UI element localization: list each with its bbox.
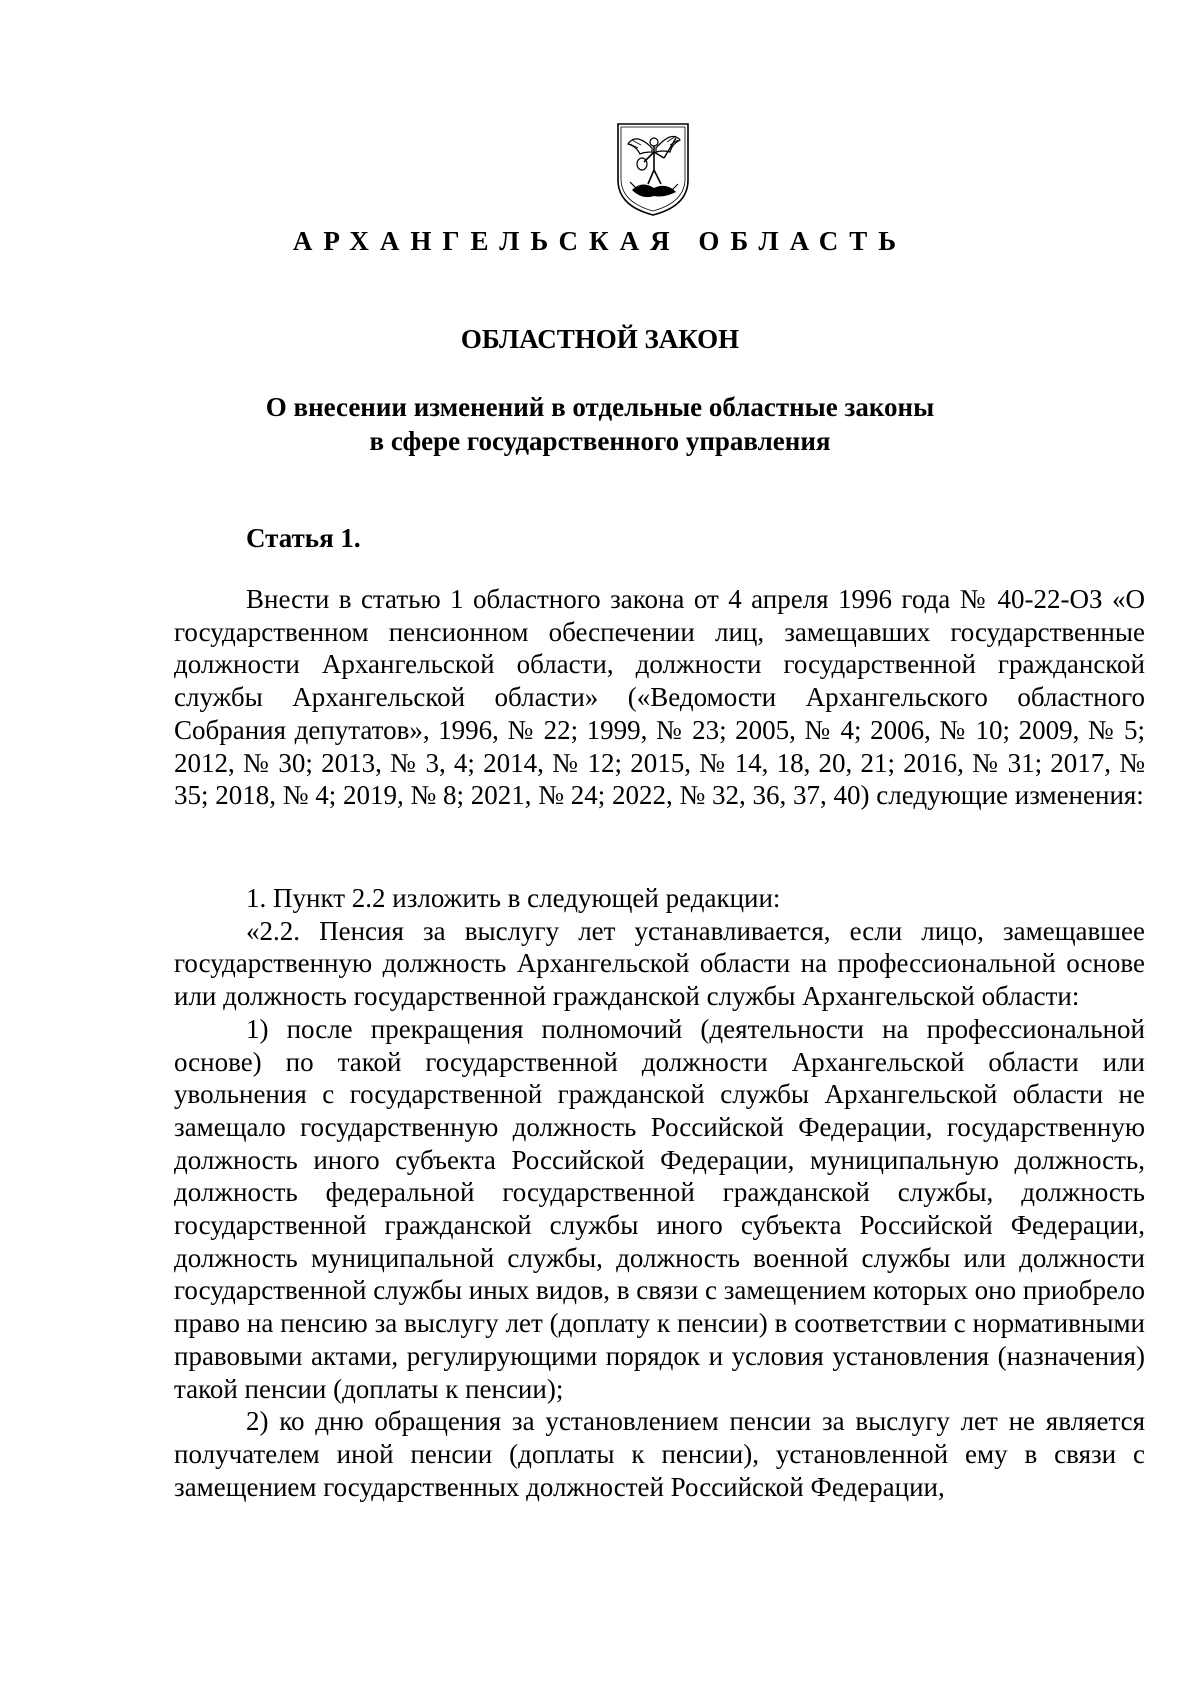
law-type-heading: ОБЛАСТНОЙ ЗАКОН (460, 324, 740, 354)
region-name: АРХАНГЕЛЬСКАЯ ОБЛАСТЬ (292, 226, 908, 256)
subpoint-1-paragraph: 1) после прекращения полномочий (деятельности на профессиональной основе) по такой государственной должности Архангельской области или увольнения с государственной гражданской службы Архангельской области не замещало государственную должность Российской Федерации, государственную должность иного субъекта Российской Федерации, муниципальную должность, должность федеральной государственной гражданской службы, должность государственной гражданской службы иного субъекта Российской Федерации, должность муниципальной службы, должность военной службы или должности государственной службы иных видов, в связи с замещением которых оно приобрело право на пенсию за выслугу лет (доплату к пенсии) в соответствии с нормативными правовыми актами, регулирующими порядок и условия установления (назначения) такой пенсии (доплаты к пенсии); (174, 1013, 1145, 1404)
subpoint-2-paragraph: 2) ко дню обращения за установлением пенсии за выслугу лет не является получателем иной пенсии (доплаты к пенсии), установленной ему в связи с замещением государственных должностей Российской Федерации, (174, 1406, 1145, 1502)
article-intro-block (174, 583, 1145, 812)
article-heading: Статья 1. (246, 523, 361, 553)
law-title (0, 390, 1200, 458)
quote-intro-paragraph: «2.2. Пенсия за выслугу лет устанавливается, если лицо, замещавшее государственную должность Архангельской области на профессиональной основе или должность государственной гражданской службы Архангельской области: (174, 915, 1145, 1012)
point-1-paragraph: 1. Пункт 2.2 изложить в следующей редакции: (246, 883, 781, 913)
law-title-line-1: О внесении изменений в отдельные областные законы (265, 392, 935, 422)
article-intro-paragraph: Внести в статью 1 областного закона от 4 апреля 1996 года № 40-22-ОЗ «О государственном пенсионном обеспечении лиц, замещавших государственные должности Архангельской области, должности государственной гражданской службы Архангельской области» («Ведомости Архангельского областного Собрания депутатов», 1996, № 22; 1999, № 23; 2005, № 4; 2006, № 10; 2009, № 5; 2012, № 30; 2013, № 3, 4; 2014, № 12; 2015, № 14, 18, 20, 21; 2016, № 31; 2017, № 35; 2018, № 4; 2019, № 8; 2021, № 24; 2022, № 32, 36, 37, 40) следующие изменения: (174, 584, 1145, 811)
article-points-block (174, 882, 1145, 1503)
law-title-line-2: в сфере государственного управления (369, 426, 831, 456)
archangelsk-coat-of-arms-icon (614, 118, 692, 218)
